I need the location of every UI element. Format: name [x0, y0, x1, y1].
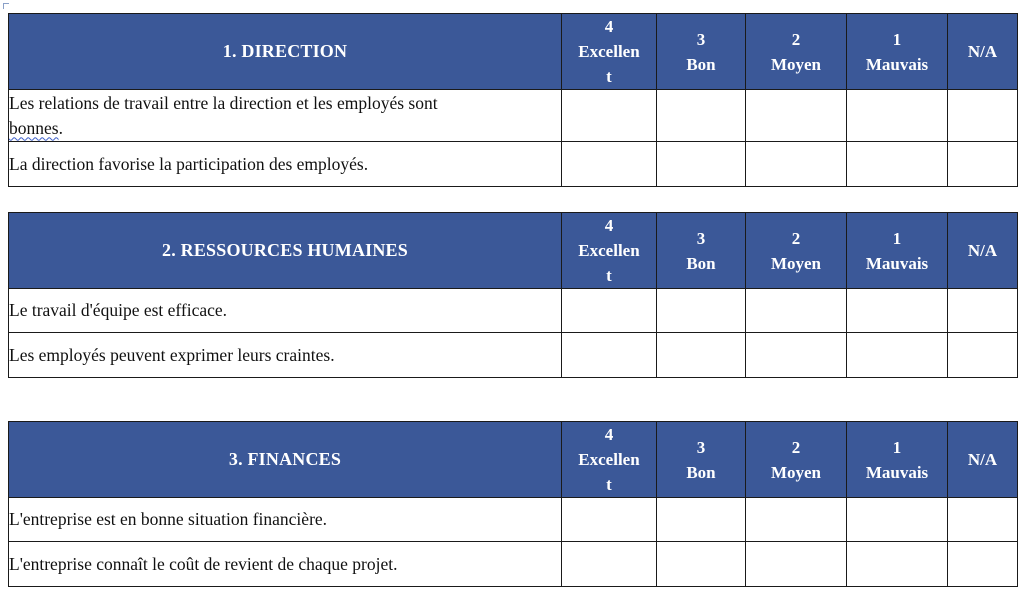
section-title: 1. DIRECTION — [9, 14, 562, 90]
column-header-na — [948, 422, 1018, 498]
column-score: 4 — [604, 425, 614, 444]
rating-cell-na[interactable] — [948, 542, 1018, 587]
column-score: 3 — [696, 437, 706, 457]
question-text: Le travail d'équipe est efficace. — [9, 289, 562, 333]
rating-cell-4[interactable] — [562, 142, 657, 187]
column-header-moyen — [746, 14, 847, 90]
rating-cell-2[interactable] — [746, 289, 847, 333]
column-header-mauvais — [847, 422, 948, 498]
table-row — [9, 542, 1018, 587]
rating-cell-4[interactable] — [562, 542, 657, 587]
rating-cell-na[interactable] — [948, 289, 1018, 333]
rating-cell-1[interactable] — [847, 142, 948, 187]
rating-cell-2[interactable] — [746, 333, 847, 378]
column-header-mauvais — [847, 14, 948, 90]
column-score: 3 — [696, 29, 706, 49]
rating-cell-3[interactable] — [657, 90, 746, 142]
rating-cell-2[interactable] — [746, 498, 847, 542]
column-label: Bon — [686, 462, 716, 482]
rating-cell-1[interactable] — [847, 289, 948, 333]
question-text: L'entreprise connaît le coût de revient de chaque projet. — [9, 542, 562, 587]
column-score: 2 — [791, 29, 801, 49]
column-label: Mauvais — [865, 253, 929, 273]
column-header-na — [948, 14, 1018, 90]
column-label: Moyen — [770, 253, 822, 273]
column-label: Bon — [686, 253, 716, 273]
column-score: 2 — [791, 228, 801, 248]
question-text-tail: . — [58, 117, 63, 138]
table-row — [9, 498, 1018, 542]
column-score: 1 — [892, 437, 902, 457]
table-row — [9, 90, 1018, 142]
column-label: Moyen — [770, 462, 822, 482]
column-score: 1 — [892, 228, 902, 248]
rating-cell-2[interactable] — [746, 90, 847, 142]
rating-cell-4[interactable] — [562, 289, 657, 333]
rating-cell-na[interactable] — [948, 333, 1018, 378]
corner-crop-mark — [3, 3, 9, 9]
question-text: L'entreprise est en bonne situation financière. — [9, 498, 562, 542]
section-title: 2. RESSOURCES HUMAINES — [9, 213, 562, 289]
rating-cell-3[interactable] — [657, 289, 746, 333]
column-label: N/A — [967, 450, 998, 469]
column-label: N/A — [967, 42, 998, 61]
question-text: La direction favorise la participation des employés. — [9, 142, 562, 187]
rating-cell-3[interactable] — [657, 498, 746, 542]
column-header-excellent — [562, 213, 657, 289]
rating-cell-1[interactable] — [847, 542, 948, 587]
survey-table-ressources-humaines — [8, 212, 1018, 378]
rating-cell-na[interactable] — [948, 498, 1018, 542]
rating-cell-4[interactable] — [562, 498, 657, 542]
section-title: 3. FINANCES — [9, 422, 562, 498]
column-label: Bon — [686, 54, 716, 74]
column-score: 3 — [696, 228, 706, 248]
column-header-bon — [657, 213, 746, 289]
column-label: Mauvais — [865, 462, 929, 482]
rating-cell-3[interactable] — [657, 542, 746, 587]
column-header-excellent — [562, 14, 657, 90]
column-label: Moyen — [770, 54, 822, 74]
column-header-mauvais — [847, 213, 948, 289]
rating-cell-4[interactable] — [562, 333, 657, 378]
column-label-wrap: t — [606, 67, 612, 86]
column-score: 4 — [604, 17, 614, 36]
question-text — [9, 90, 562, 142]
survey-table-finances — [8, 421, 1018, 587]
column-score: 2 — [791, 437, 801, 457]
rating-cell-na[interactable] — [948, 142, 1018, 187]
rating-cell-4[interactable] — [562, 90, 657, 142]
column-header-moyen — [746, 422, 847, 498]
column-label: Mauvais — [865, 54, 929, 74]
rating-cell-3[interactable] — [657, 333, 746, 378]
column-label: Excellen — [578, 450, 640, 469]
rating-cell-1[interactable] — [847, 498, 948, 542]
rating-cell-2[interactable] — [746, 542, 847, 587]
column-header-moyen — [746, 213, 847, 289]
column-header-bon — [657, 422, 746, 498]
column-header-na — [948, 213, 1018, 289]
table-row — [9, 289, 1018, 333]
table-header-row — [9, 422, 1018, 498]
column-label: Excellen — [578, 241, 640, 260]
rating-cell-1[interactable] — [847, 333, 948, 378]
column-label-wrap: t — [606, 475, 612, 494]
rating-cell-1[interactable] — [847, 90, 948, 142]
spellcheck-flagged-word: bonnes — [9, 117, 59, 138]
column-label: N/A — [967, 241, 998, 260]
table-row — [9, 333, 1018, 378]
column-header-excellent — [562, 422, 657, 498]
question-text: Les employés peuvent exprimer leurs craintes. — [9, 333, 562, 378]
column-score: 4 — [604, 216, 614, 235]
rating-cell-na[interactable] — [948, 90, 1018, 142]
question-text-part: Les relations de travail entre la direction et les employés sont — [9, 92, 438, 113]
rating-cell-2[interactable] — [746, 142, 847, 187]
column-label: Excellen — [578, 42, 640, 61]
table-header-row — [9, 213, 1018, 289]
column-header-bon — [657, 14, 746, 90]
column-label-wrap: t — [606, 266, 612, 285]
survey-table-direction — [8, 13, 1018, 187]
table-header-row — [9, 14, 1018, 90]
column-score: 1 — [892, 29, 902, 49]
rating-cell-3[interactable] — [657, 142, 746, 187]
table-row — [9, 142, 1018, 187]
